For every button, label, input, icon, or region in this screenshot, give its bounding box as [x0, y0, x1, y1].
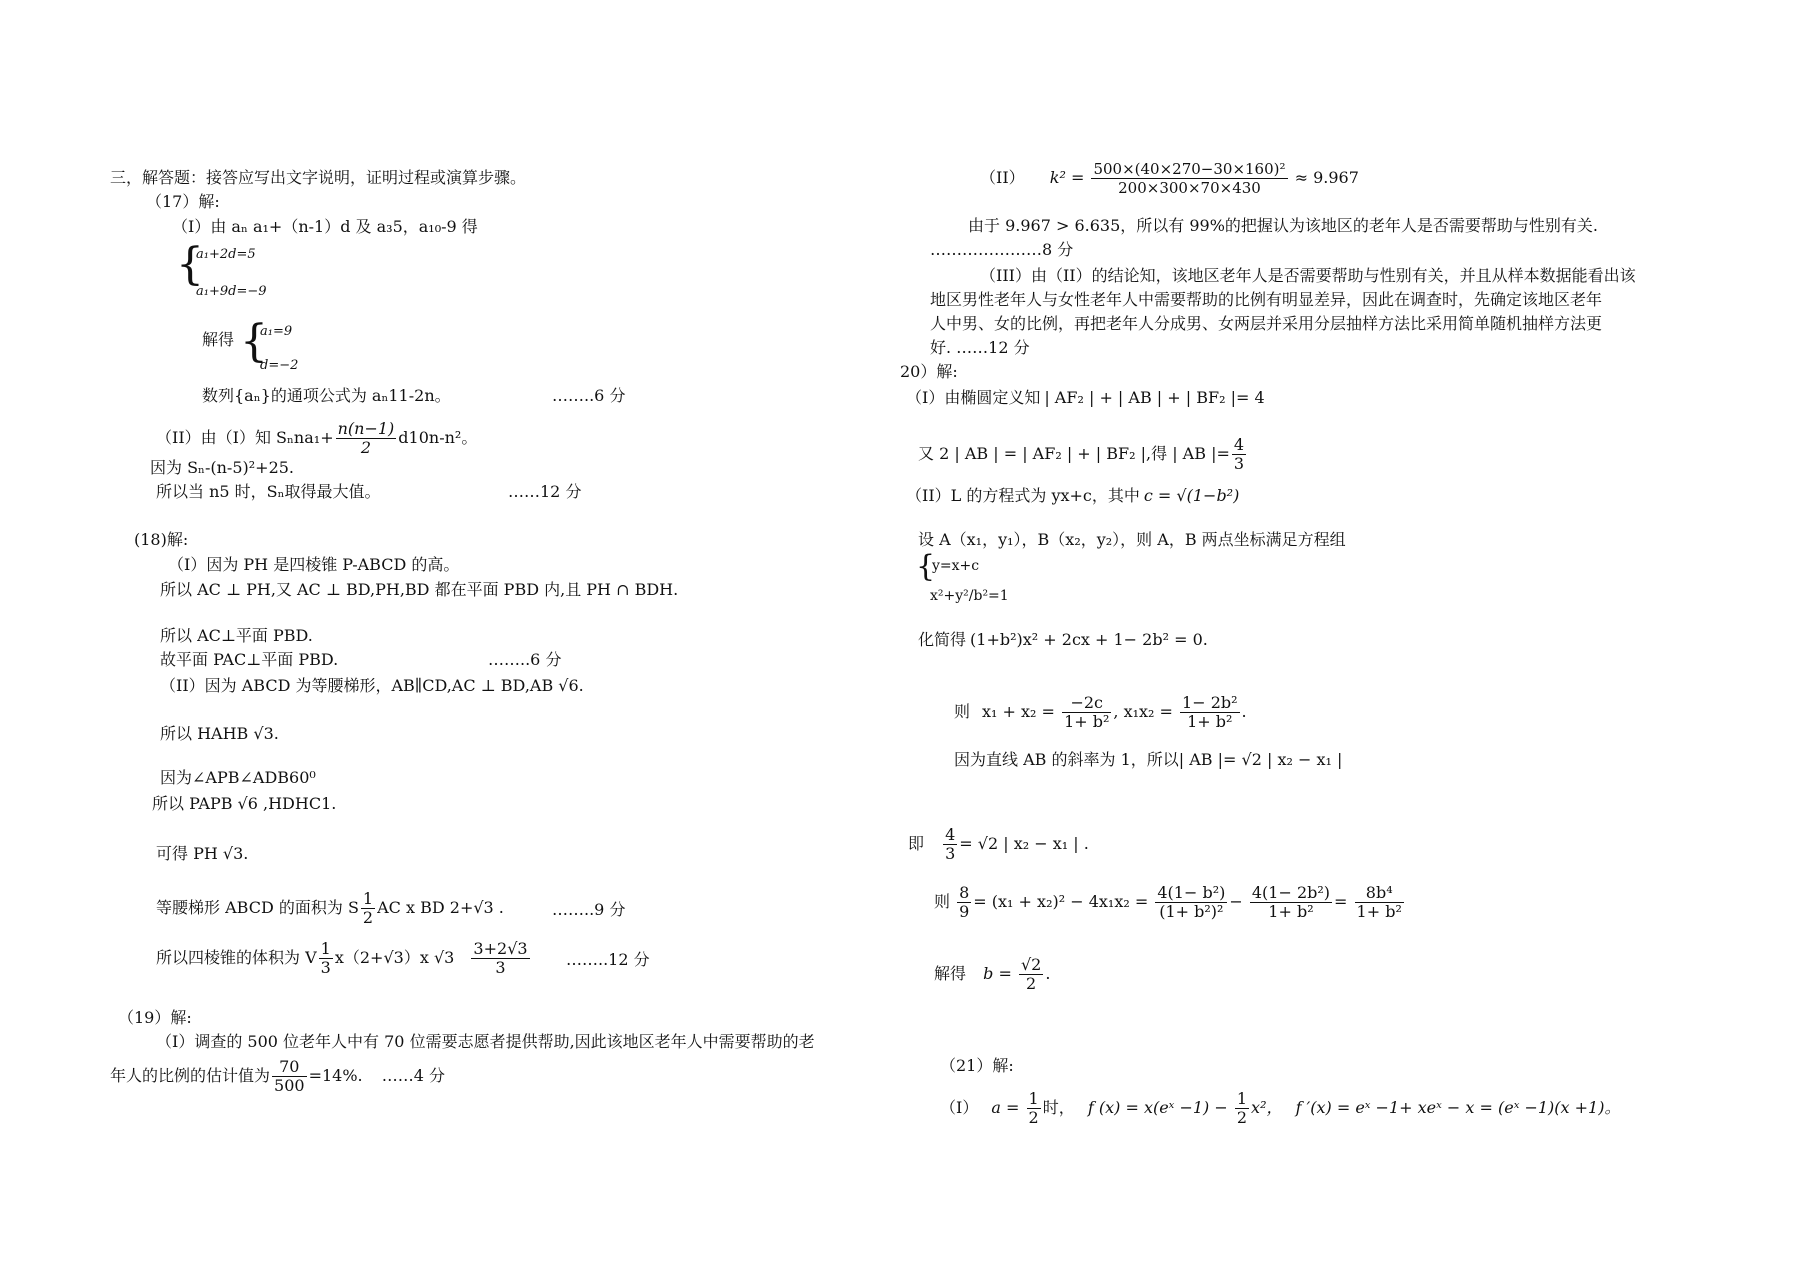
- q18-score-9: ……..9 分: [552, 900, 626, 919]
- section-header: 三，解答题：接答应写出文字说明，证明过程或演算步骤。: [110, 168, 527, 187]
- q19-conclusion: 由于 9.967 > 6.635，所以有 99%的把握认为该地区的老年人是否需要帮助与性别有关.: [968, 216, 1599, 235]
- q18-ha-hb: 所以 HAHB √3.: [160, 724, 279, 743]
- q17-part1: （I）由 aₙ a₁+（n-1）d 及 a₃5，a₁₀-9 得: [172, 217, 478, 236]
- q17-heading: （17）解:: [146, 192, 220, 211]
- q20-derivation: 则 $\frac{8}{9}$ = (x₁ + x₂)² − 4x₁x₂ = $\frac{\text{4(1− b²)}}{\text{(1+ b²)²}}$ − $\frac{\text{4(1− 2b²)}}{\text{1+ b²}}$ = $\frac{\text{8b⁴}}{\text{1+ b²}}$: [934, 883, 1402, 921]
- q18-part1: （I）因为 PH 是四棱锥 P-ABCD 的高。: [168, 555, 460, 574]
- q20-equation: 即 $\frac{4}{3}$ = √2 | x₂ − x₁ | .: [908, 825, 1089, 863]
- q20-part1: （I）由椭圆定义知 | AF₂ | + | AB | + | BF₂ |= 4: [906, 388, 1265, 407]
- q17-solution-a1: a₁=9: [260, 324, 293, 339]
- q21-part1: （I） a = $\frac{1}{2}$ 时， f (x) = x(eˣ −1) − $\frac{1}{2}$ x²， f ′(x) = eˣ −1+ xeˣ − x = (eˣ −1)(x +1)。: [940, 1089, 1621, 1127]
- q19-part1-line2: 年人的比例的估计值为 $\frac{70}{500}$ =14%. ……4 分: [110, 1057, 445, 1095]
- q18-angle: 因为∠APB∠ADB60⁰: [160, 768, 316, 787]
- q17-score-6: ……..6 分: [552, 386, 626, 405]
- q17-general-formula: 数列{aₙ}的通项公式为 aₙ11-2n。: [202, 386, 451, 405]
- q17-part2: （II）由（I）知 Sₙna₁+ $\frac{n(n-1)}{2}$ d10n-n²。: [156, 419, 478, 457]
- q19-part3-line3: 人中男、女的比例，再把老年人分成男、女两层并采用分层抽样方法比采用简单随机抽样方法更: [930, 314, 1603, 333]
- q18-area: 等腰梯形 ABCD 的面积为 S $\frac{1}{2}$ AC x BD 2+√3 .: [156, 889, 504, 927]
- q20-system-ellipse: x²+y²/b²=1: [930, 588, 1009, 604]
- q19-part3-line1: （III）由（II）的结论知，该地区老年人是否需要帮助与性别有关，并且从样本数据能看出该: [980, 266, 1636, 285]
- q17-brace: {: [176, 239, 204, 290]
- q19-part1-line1: （I）调查的 500 位老年人中有 70 位需要志愿者提供帮助,因此该地区老年人中需要帮助的老: [156, 1032, 815, 1051]
- q18-plane-perp: 故平面 PAC⊥平面 PBD.: [160, 650, 339, 669]
- q20-part2: （II）L 的方程式为 yx+c，其中 c = √(1−b²): [906, 486, 1240, 505]
- q20-ab-length: 又 2 | AB | = | AF₂ | + | BF₂ |,得 | AB |= $\frac{4}{3}$: [918, 435, 1245, 473]
- q18-ph: 可得 PH √3.: [156, 844, 249, 863]
- q17-score-12: ……12 分: [508, 482, 582, 501]
- q18-part2: （II）因为 ABCD 为等腰梯形，AB∥CD,AC ⊥ BD,AB √6.: [160, 676, 584, 695]
- q20-brace: {: [916, 549, 936, 584]
- q19-part2-chi-square: （II） k² = $\frac{\text{500×(40×270−30×160)²}}{200\times 300\times 70\times 430}$ ≈ 9.967: [980, 160, 1359, 197]
- q20-simplify: 化简得 (1+b²)x² + 2cx + 1− 2b² = 0.: [918, 630, 1208, 649]
- q18-volume: 所以四棱锥的体积为 V $\frac{1}{3}$ x（2+√3）x √3 $\frac{3+2√3}{3}$: [156, 939, 528, 977]
- q20-slope: 因为直线 AB 的斜率为 1，所以| AB |= √2 | x₂ − x₁ |: [954, 750, 1343, 769]
- q18-perpendicular: 所以 AC ⊥ PH,又 AC ⊥ BD,PH,BD 都在平面 PBD 内,且 PH ∩ BDH.: [160, 580, 679, 599]
- q17-completing-square: 因为 Sₙ-(n-5)²+25.: [150, 458, 295, 477]
- q21-heading: （21）解:: [940, 1056, 1014, 1075]
- q17-system-eq1: a₁+2d=5: [196, 247, 256, 262]
- q18-score-6: ……..6 分: [488, 650, 562, 669]
- q20-solution: 解得 b = $\frac{√2}{2}$ .: [934, 955, 1051, 993]
- q18-ac-perp-plane: 所以 AC⊥平面 PBD.: [160, 626, 313, 645]
- q18-heading: (18)解:: [134, 530, 189, 549]
- q18-pa-pb: 所以 PAPB √6 ,HDHC1.: [152, 794, 337, 813]
- q19-part3-line2: 地区男性老年人与女性老年人中需要帮助的比例有明显差异，因此在调查时，先确定该地区老年: [930, 290, 1603, 309]
- q17-solution-d: d=−2: [260, 358, 299, 373]
- q17-brace2: {: [240, 316, 268, 367]
- q17-conclusion: 所以当 n5 时，Sₙ取得最大值。: [156, 482, 381, 501]
- q17-system-eq2: a₁+9d=−9: [196, 284, 267, 299]
- q19-heading: （19）解:: [118, 1008, 192, 1027]
- q17-solve-label: 解得: [202, 330, 235, 349]
- q20-system-line: y=x+c: [932, 558, 980, 574]
- q18-score-12: ……..12 分: [566, 950, 650, 969]
- q20-vieta: 则 x₁ + x₂ = $\frac{-2c}{\text{1+ b²}}$ , x₁x₂ = $\frac{\text{1− 2b²}}{\text{1+ b²}}$ .: [954, 693, 1247, 731]
- q19-score-8: …………………8 分: [930, 240, 1074, 259]
- q20-heading: 20）解:: [900, 362, 958, 381]
- q20-points: 设 A（x₁，y₁），B（x₂，y₂），则 A，B 两点坐标满足方程组: [918, 530, 1346, 549]
- q19-part3-line4: 好. ……12 分: [930, 338, 1030, 357]
